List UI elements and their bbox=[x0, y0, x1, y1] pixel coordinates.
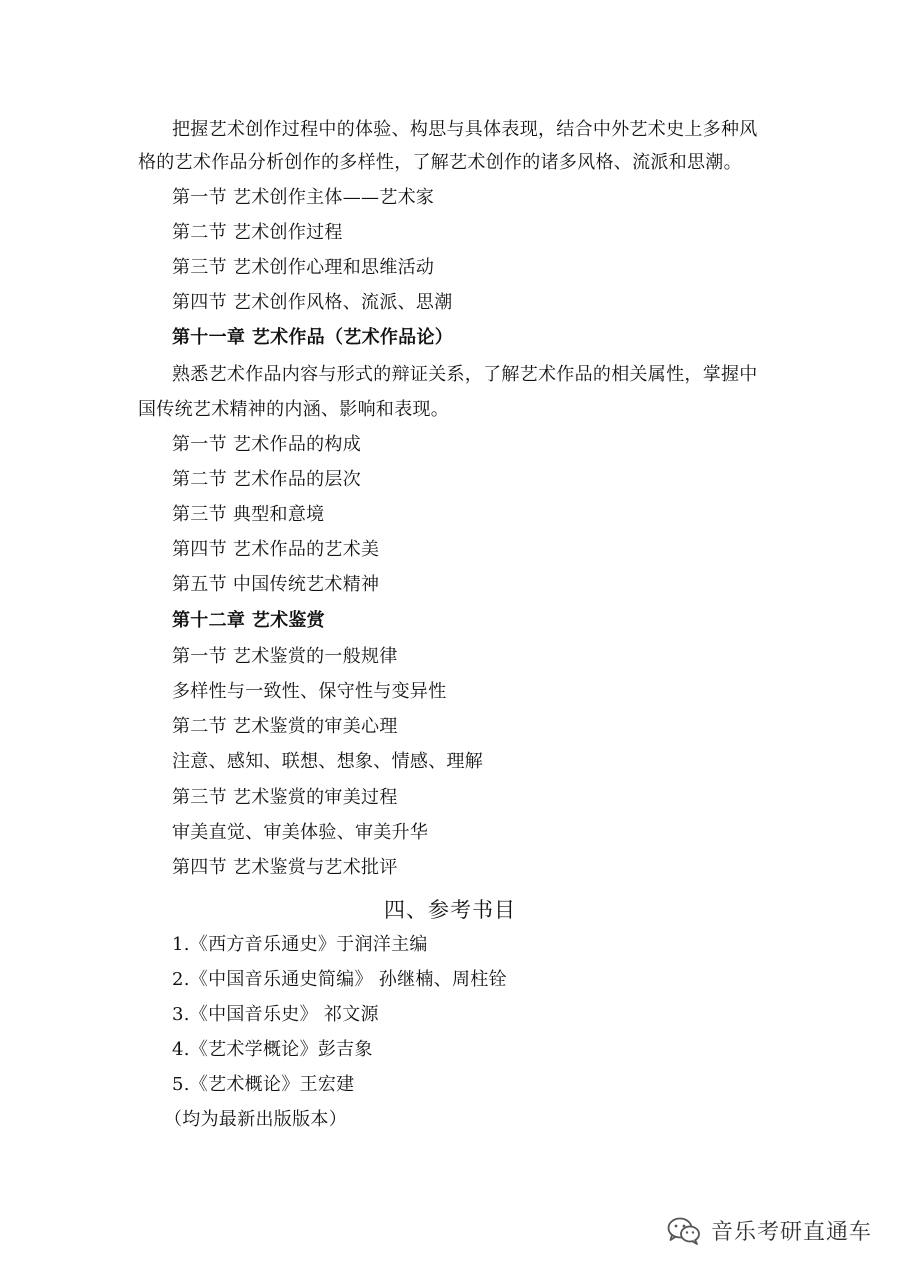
reference-item-2: 2.《中国音乐通史简编》 孙继楠、周柱铨 bbox=[172, 969, 507, 990]
ch11-section-3: 第三节 典型和意境 bbox=[172, 504, 325, 525]
ch12-line-1: 第一节 艺术鉴赏的一般规律 bbox=[172, 646, 398, 667]
reference-item-4: 4.《艺术学概论》彭吉象 bbox=[172, 1039, 373, 1060]
ch11-section-4: 第四节 艺术作品的艺术美 bbox=[172, 539, 380, 560]
ch11-section-2: 第二节 艺术作品的层次 bbox=[172, 469, 362, 490]
ch11-section-1: 第一节 艺术作品的构成 bbox=[172, 434, 362, 455]
ch10-section-3: 第三节 艺术创作心理和思维活动 bbox=[172, 257, 435, 278]
references-heading: 四、参考书目 bbox=[384, 898, 516, 922]
ch12-line-6: 审美直觉、审美体验、审美升华 bbox=[172, 822, 429, 843]
reference-item-3: 3.《中国音乐史》 祁文源 bbox=[172, 1004, 379, 1025]
ch12-line-7: 第四节 艺术鉴赏与艺术批评 bbox=[172, 857, 398, 878]
wechat-icon bbox=[667, 1217, 701, 1245]
ch12-line-3: 第二节 艺术鉴赏的审美心理 bbox=[172, 716, 398, 737]
ch10-section-4: 第四节 艺术创作风格、流派、思潮 bbox=[172, 292, 453, 313]
watermark-text: 音乐考研直通车 bbox=[710, 1220, 872, 1245]
ch11-desc-2: 国传统艺术精神的内涵、影响和表现。 bbox=[138, 399, 450, 420]
ch10-section-1: 第一节 艺术创作主体——艺术家 bbox=[172, 187, 435, 208]
ch11-title: 第十一章 艺术作品（艺术作品论） bbox=[172, 327, 454, 348]
watermark bbox=[667, 1215, 872, 1246]
intro-line-2: 格的艺术作品分析创作的多样性，了解艺术创作的诸多风格、流派和思潮。 bbox=[138, 152, 742, 173]
ch12-line-2: 多样性与一致性、保守性与变异性 bbox=[172, 681, 447, 702]
intro-line-1: 把握艺术创作过程中的体验、构思与具体表现，结合中外艺术史上多种风 bbox=[172, 119, 758, 140]
ch12-line-4: 注意、感知、联想、想象、情感、理解 bbox=[172, 751, 484, 772]
reference-item-5: 5.《艺术概论》王宏建 bbox=[172, 1074, 355, 1095]
reference-note: （均为最新出版版本） bbox=[164, 1109, 347, 1130]
ch11-desc-1: 熟悉艺术作品内容与形式的辩证关系，了解艺术作品的相关属性，掌握中 bbox=[172, 364, 758, 385]
ch11-section-5: 第五节 中国传统艺术精神 bbox=[172, 574, 380, 595]
ch12-title: 第十二章 艺术鉴赏 bbox=[172, 610, 325, 631]
ch12-line-5: 第三节 艺术鉴赏的审美过程 bbox=[172, 787, 398, 808]
reference-item-1: 1.《西方音乐通史》于润洋主编 bbox=[172, 934, 428, 955]
ch10-section-2: 第二节 艺术创作过程 bbox=[172, 222, 343, 243]
